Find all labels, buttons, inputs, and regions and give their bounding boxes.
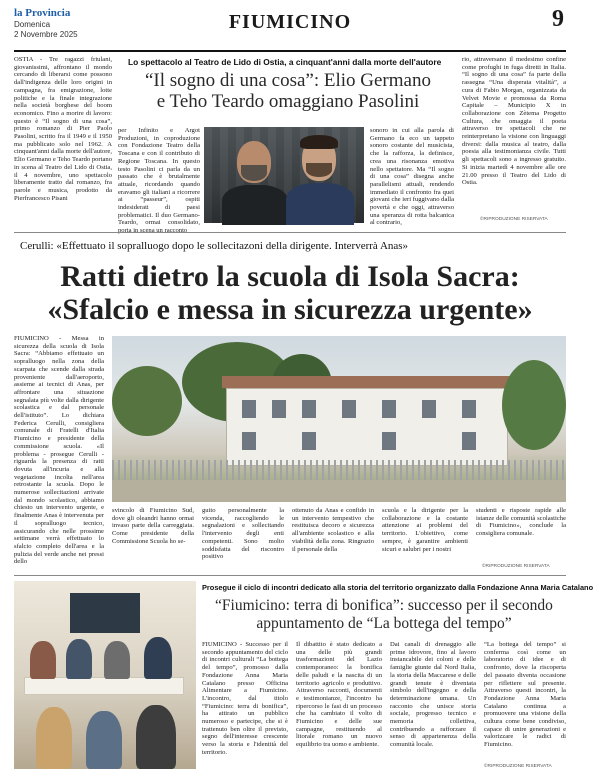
section-divider: [14, 575, 566, 576]
headline-line: «Sfalcio e messa in sicurezza urgente»: [47, 293, 533, 326]
dateline-date: 2 Novembre 2025: [14, 30, 78, 39]
article-headline: [118, 70, 458, 112]
dateline-day: Domenica: [14, 20, 51, 29]
article-kicker: Prosegue il ciclo di incontri dedicato alla storia del territorio organizzato dalla Fondazione Anna Maria Catalano: [202, 583, 593, 592]
header-rule: [14, 50, 566, 52]
article-body-column: FIUMICINO - Messa in sicurezza della scuola di Isola Sacra: “Abbiamo effettuato un sopralluogo nella zona della scarpata che scende dalla strada proveniente dall'aeroporto, assieme ai tecnici di Anas, per affrontare una situazione segnalata più volte dalla dirigente scolastica e dal personale dell'istituto”. Lo dichiara Federica Cerulli, consigliera comunale di Fratelli d'Italia Fiumicino e presidente della commissione scuola. «Il problema - prosegue Cerulli - riguarda la presenza di ratti dovuta all'incuria e alla vegetazione incolta nell'area retrostante la scuola. Dopo le numerose sollecitazioni arrivate dal mondo scolastico, abbiamo chiesto un intervento urgente, e finalmente Anas è intervenuta per il sopralluogo tecnico, assicurando che nelle prossime settimane verrà effettuato lo sfalcio completo dell'area e la pulizia del verde anche nei pressi dello: [14, 335, 104, 566]
article-body-column: sonoro in cui alla parola di Germano fa eco un tappeto sonoro costante del musicista, che la rafforza, la definisce, crea una risonanza emotiva nello spettatore. Ma “Il sogno di una cosa” disegna anche parallelismi attuali, rendendo immediato il confronto fra quei giovani che ieri fuggivano dalla povertà e che oggi, attraverso una speranza di rotta balcanica al contrario,: [370, 127, 454, 227]
article-body-column: ottenuto da Anas e confido in un intervento tempestivo che restituisca decoro e sicurezza all'ambiente scolastico e alla viabilità della zona. Ringrazio il personale della: [292, 507, 374, 553]
article-body-column: guito personalmente la vicenda, raccogliendo le segnalazioni e sollecitando l'intervento degli enti competenti. Sono molto soddisfatta del riscontro positivo: [202, 507, 284, 561]
section-divider: [14, 232, 566, 233]
article-body-column: rio, attraversano il medesimo confine come profughi in fuga diretti in Italia. “Il sogno di una cosa” fa parte della rassegna “Una disperata vitalità”, a cura di Fabio Morgan, organizzata da Velvet Movie e promossa da Roma Capitale – Municipio X in collaborazione con Zètema Progetto Cultura, che omaggia il poeta attraverso tre spettacoli che ne reinterpretano la visione con linguaggi diversi: dalla musica al teatro, dalla poesia alla testimonianza civile. Tutti gli spettacoli sono a ingresso gratuito. Si inizia martedì 4 novembre alle ore 21.00 presso il Teatro del Lido di Ostia.: [462, 56, 566, 187]
article-kicker: Lo spettacolo al Teatro de Lido di Ostia, a cinquant'anni dalla morte dell'autore: [128, 57, 442, 67]
article-body-column: “La bottega del tempo” si conferma così come un laboratorio di idee e di confronto, dove la riscoperta del passato diventa occasione per riflettere sul presente. Attraverso questi incontri, la Fondazione Anna Maria Catalano continua a promuovere una visione della cultura come bene condiviso, capace di unire generazioni e valorizzare le radici di Fiumicino.: [484, 641, 566, 749]
page-header: [0, 0, 580, 52]
photo-germano-teardo: [204, 127, 364, 223]
article-kicker: Cerulli: «Effettuato il sopralluogo dopo le sollecitazoni della dirigente. Interverrà Anas»: [20, 240, 409, 252]
headline-line: “Fiumicino: terra di bonifica”: successo per il secondo: [215, 597, 553, 614]
photo-incontro-fondazione: [14, 581, 196, 769]
article-body-column: Dai canali di drenaggio alle prime idrovore, fino al lavoro instancabile dei coloni e delle famiglie giunte dal Nord Italia, la storia della Maccarese e delle grandi tenute è diventata simbolo dell'ingegno e della determinazione umana. Un racconto che unisce storia sociale, progresso tecnico e memoria collettiva, contribuendo a rafforzare il senso di appartenenza della comunità locale.: [390, 641, 476, 749]
photo-school-isola-sacra: [112, 336, 566, 502]
headline-line: e Teho Teardo omaggiano Pasolini: [156, 91, 420, 112]
article-body-column: scuola e la dirigente per la collaborazione e la costante attenzione ai problemi del territorio. L'obiettivo, come sempre, è garantire ambienti sicuri e salubri per i nostri: [382, 507, 468, 553]
copyright-credit: ©RIPRODUZIONE RISERVATA: [480, 217, 548, 222]
article-body-column: FIUMICINO - Successo per il secondo appuntamento del ciclo di incontri culturali “La bottega del tempo”, promosso dalla Fondazione Anna Maria Catalano presso Officina Alimentare a Fiumicino. L'incontro, dal titolo “Fiumicino: terra di bonifica”, ha attirato un pubblico numeroso e partecipe, che si è trattenuto ben oltre il previsto, segno dell'interesse crescente verso la storia e l'identità del territorio.: [202, 641, 288, 756]
masthead-logo: la Provincia: [14, 7, 71, 19]
section-title: FIUMICINO: [228, 11, 352, 33]
article-body-column: OSTIA - Tre ragazzi friulani, giovanissimi, affrontano il mondo cercando di liberarsi come possono dall'indigenza delle loro origini in campagna, fra emigrazione, lotte politiche e la finale integrazione nella società borghese del boom economico. Fino a morire di lavoro: questo è “Il sogno di una cosa”, primo romanzo di Pier Paolo Pasolini, scritto fra il 1949 e il 1950 ma pubblicato solo nel 1962. A cinquant'anni dalla morte dell'autore, Elio Germano e Teho Teardo portano in scena al Teatro del Lido di Ostia, il 4 novembre, uno spettacolo liberamente tratto dal romanzo, fra parole e musica, prodotto da Pierfrancesco Pisani: [14, 56, 112, 202]
article-body-column: Il dibattito è stato dedicato a una delle più grandi trasformazioni del Lazio contemporaneo: la bonifica delle paludi e la nascita di un territorio agricolo e produttivo. Attraverso racconti, documenti e testimonianze, l'incontro ha ripercorso le fasi di un processo che ha cambiato il volto di Fiumicino e delle sue campagne, restituendo al litorale romano un nuovo equilibrio tra uomo e ambiente.: [296, 641, 382, 749]
headline-line: Ratti dietro la scuola di Isola Sacra:: [60, 260, 520, 293]
headline-line: appuntamento de “La bottega del tempo”: [256, 615, 512, 632]
article-body-column: svincolo di Fiumicino Sud, dove gli oleandri hanno ormai invaso parte della carreggiata. Come presidente della Commissione Scuola ho se-: [112, 507, 194, 545]
headline-line: “Il sogno di una cosa”: Elio Germano: [145, 70, 431, 91]
copyright-credit: ©RIPRODUZIONE RISERVATA: [484, 764, 552, 769]
article-body-column: per Infinito e Argot Produzioni, in coproduzione con Fondazione Teatro della Toscana e con il contributo di Regione Toscana. In questo testo Pasolini ci parla da un passato che è brutalmente attuale, ricordando quando eravamo gli italiani a ricorrere ai “passeur”, ospiti indesiderati di paesi problematici. Il duo Germano-Teardo, ormai consolidato, porta in scena un racconto: [118, 127, 200, 235]
page-number: 9: [552, 6, 564, 32]
copyright-credit: ©RIPRODUZIONE RISERVATA: [482, 564, 550, 569]
article-body-column: studenti e risposte rapide alle istanze delle comunità scolastiche di Fiumicino», conclude la consigliera comunale.: [476, 507, 566, 538]
article-headline: [202, 597, 566, 633]
article-headline: [14, 260, 566, 326]
